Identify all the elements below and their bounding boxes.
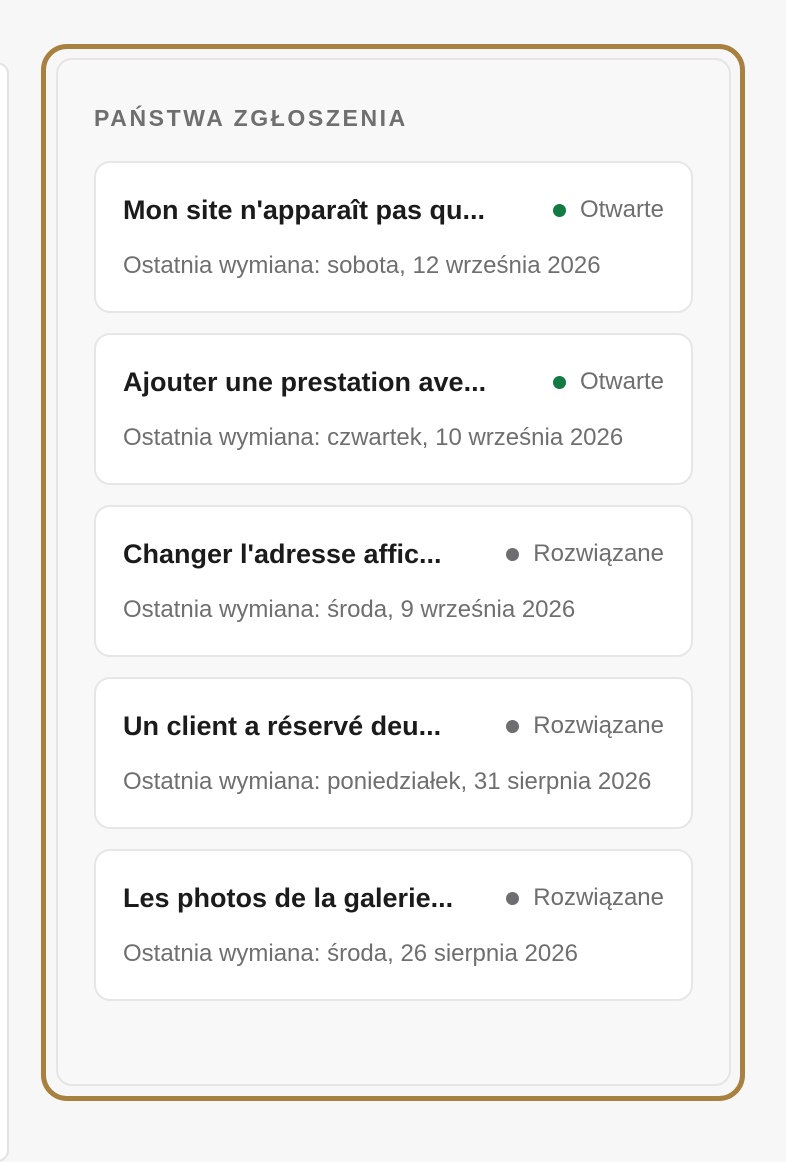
- ticket-card[interactable]: [94, 333, 693, 485]
- ticket-title: Un client a réservé deu...: [123, 710, 442, 741]
- ticket-card[interactable]: [94, 505, 693, 657]
- ticket-title: Ajouter une prestation ave...: [123, 366, 487, 397]
- status-badge: [506, 712, 664, 740]
- status-badge: [506, 540, 664, 568]
- ticket-card[interactable]: [94, 161, 693, 313]
- ticket-last-exchange: Ostatnia wymiana: sobota, 12 września 2026: [123, 252, 601, 279]
- status-label: Otwarte: [579, 196, 664, 223]
- ticket-last-exchange: Ostatnia wymiana: środa, 26 sierpnia 2026: [123, 940, 578, 967]
- status-badge: [553, 196, 664, 224]
- status-badge: [506, 884, 664, 912]
- status-dot-icon: [506, 720, 519, 733]
- ticket-card[interactable]: [94, 677, 693, 829]
- status-dot-icon: [553, 376, 566, 389]
- status-dot-icon: [553, 204, 566, 217]
- ticket-card[interactable]: [94, 849, 693, 1001]
- status-label: Rozwiązane: [533, 540, 664, 567]
- status-dot-icon: [506, 548, 519, 561]
- ticket-title: Les photos de la galerie...: [123, 882, 454, 913]
- status-dot-icon: [506, 892, 519, 905]
- ticket-list: [94, 161, 693, 1021]
- status-label: Rozwiązane: [533, 712, 664, 739]
- ticket-last-exchange: Ostatnia wymiana: środa, 9 września 2026: [123, 596, 576, 623]
- section-title: PAŃSTWA ZGŁOSZENIA: [94, 105, 408, 131]
- ticket-title: Mon site n'apparaît pas qu...: [123, 194, 485, 225]
- adjacent-panel-edge: [0, 62, 9, 1162]
- ticket-last-exchange: Ostatnia wymiana: czwartek, 10 września 2026: [123, 424, 624, 451]
- status-label: Otwarte: [579, 368, 664, 395]
- status-badge: [553, 368, 664, 396]
- ticket-last-exchange: Ostatnia wymiana: poniedziałek, 31 sierpnia 2026: [123, 768, 652, 795]
- ticket-title: Changer l'adresse affic...: [123, 538, 442, 569]
- status-label: Rozwiązane: [533, 884, 664, 911]
